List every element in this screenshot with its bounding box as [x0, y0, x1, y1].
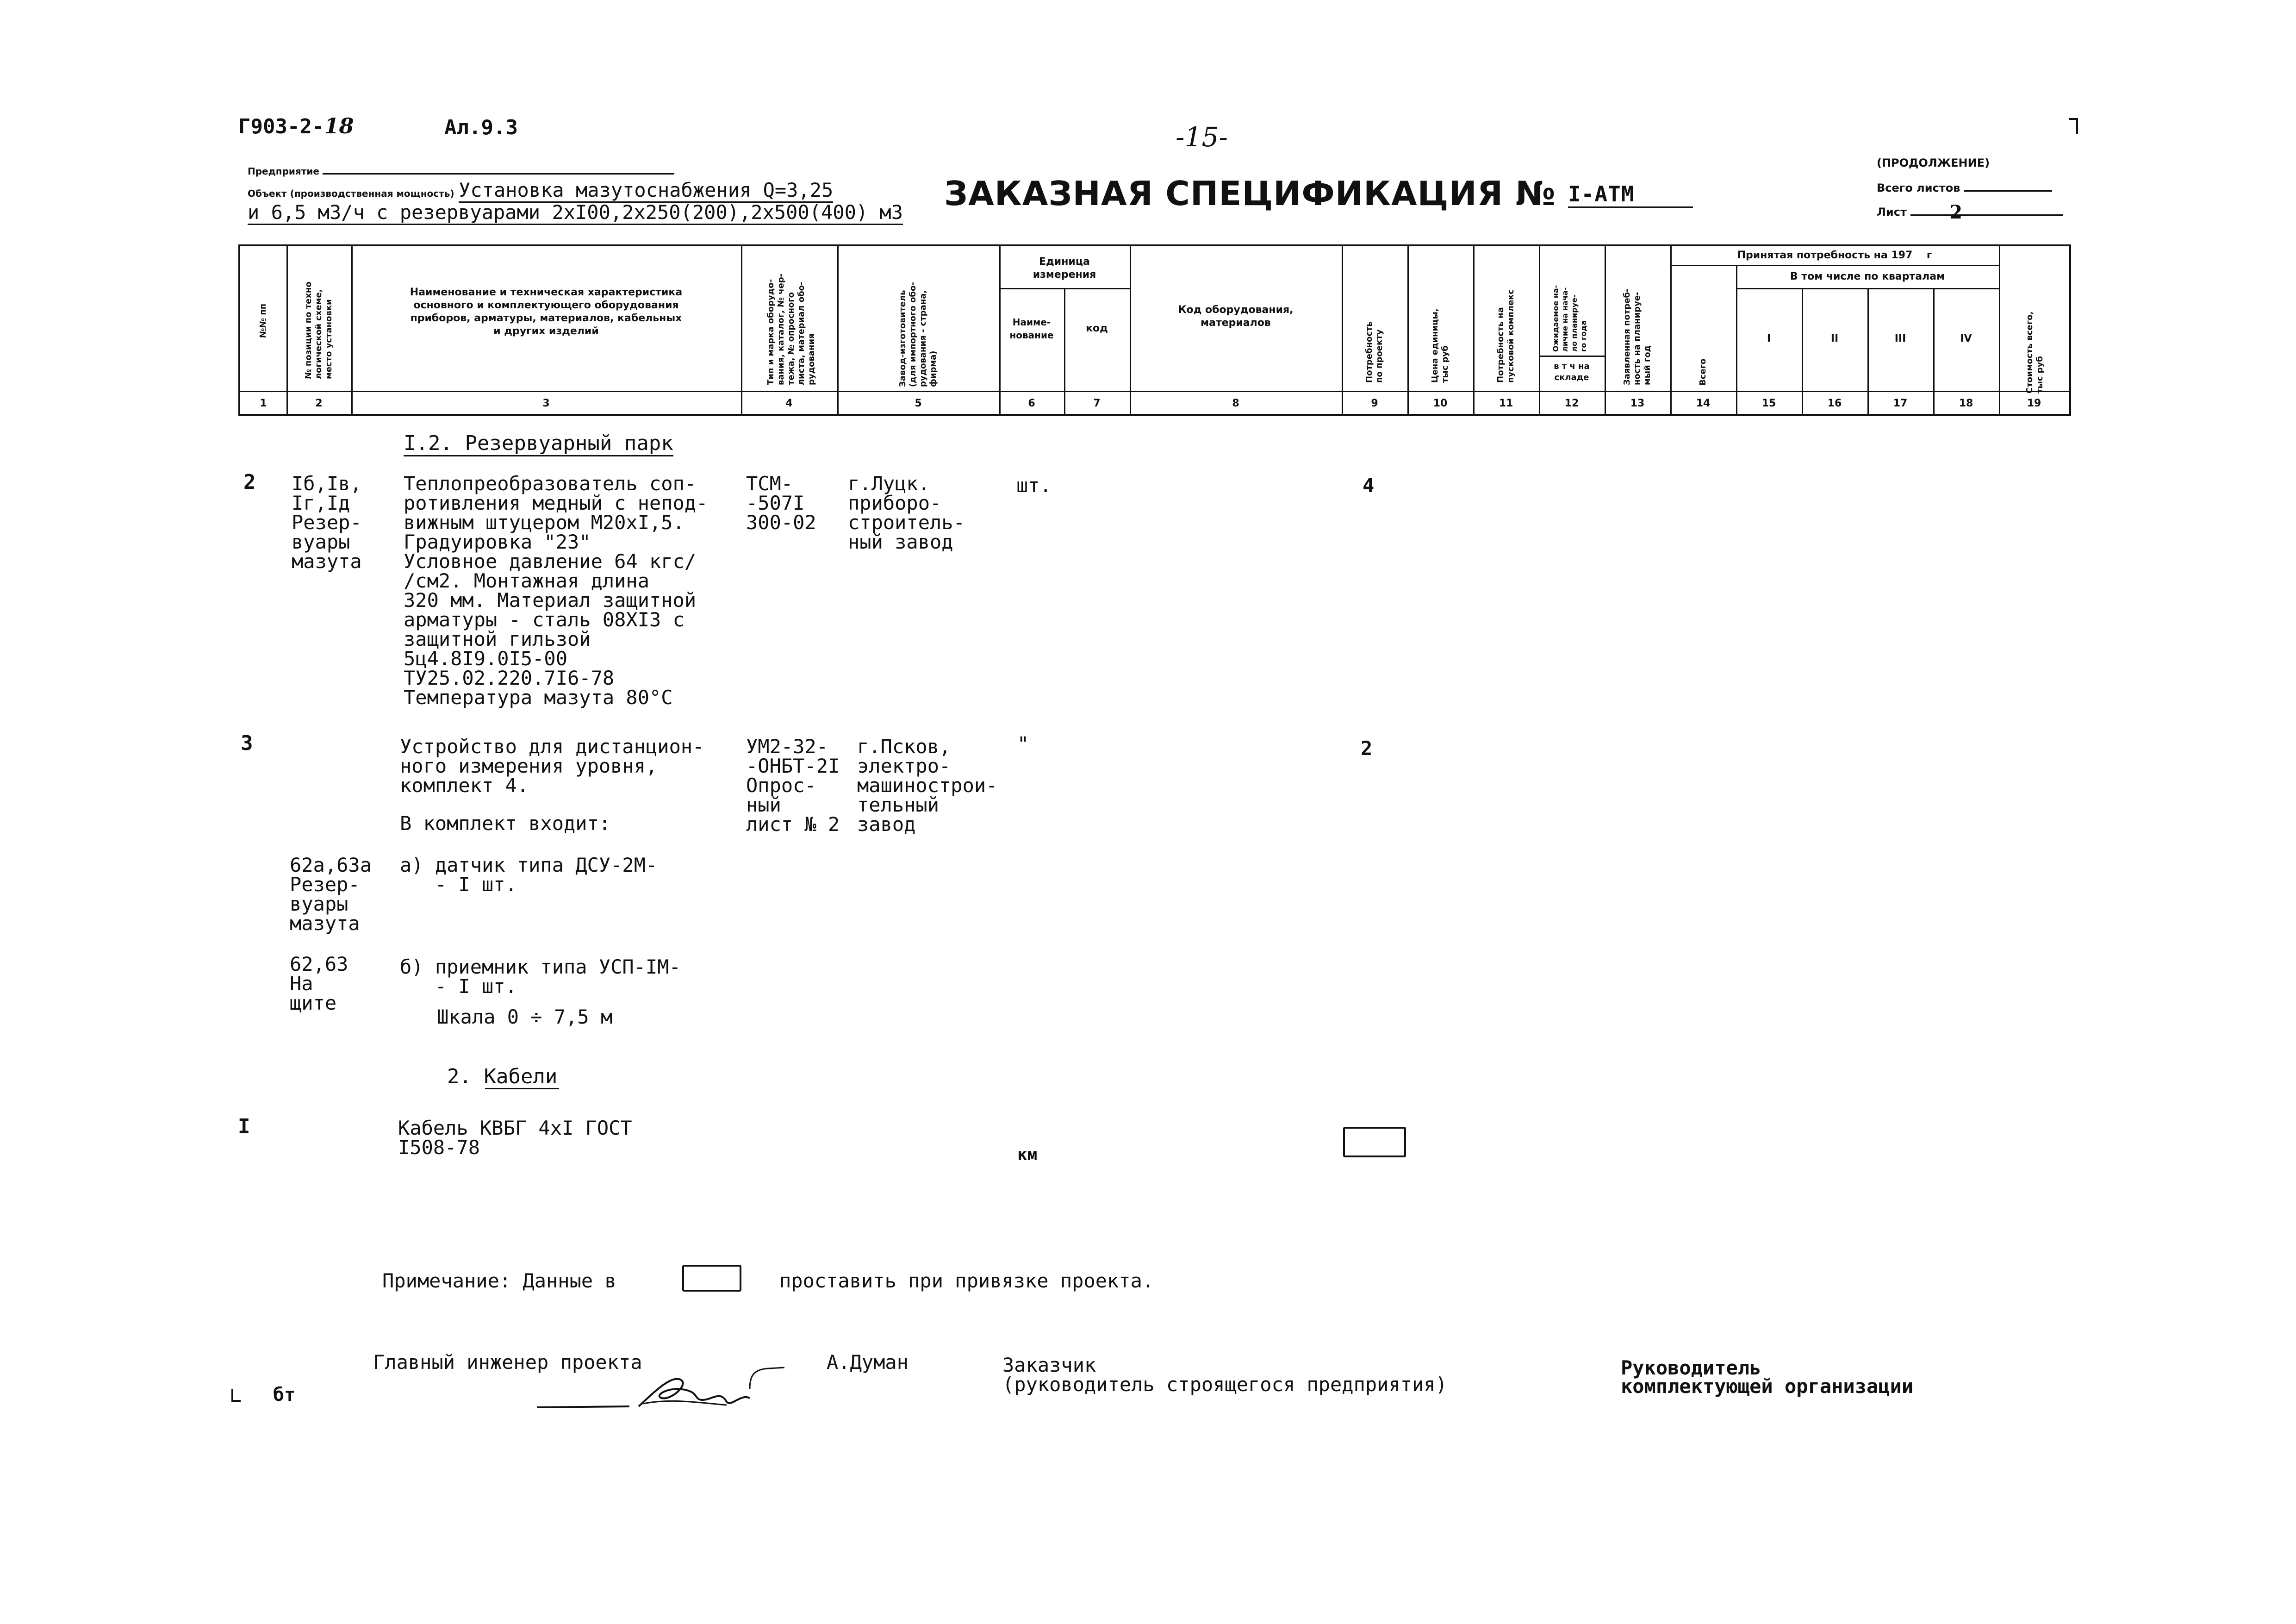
item-2-description: Теплопреобразователь соп- ротивления медный с непод- вижным штуцером М20хI,5. Градуировка "23" Условное давление 64 кгс/ /см2. Монтажная длина 320 мм. Материал защитной арматуры - сталь 08ХI3 с защитной гильзой 5ц4.8I9.0I5-00 ТУ25.02.220.7I6-78 Температура мазута 80°С [404, 472, 708, 709]
header-col-17: III [1894, 333, 1906, 344]
sheet-number [1877, 201, 2063, 223]
item-3a-description: а) датчик типа ДСУ-2М- - I шт. [400, 854, 658, 896]
document-title [944, 174, 1693, 213]
sheets-total-label: Всего листов [1877, 181, 1960, 194]
sheet-label: Лист [1877, 206, 1907, 219]
section-title-text: I.2. Резервуарный парк [404, 431, 673, 456]
header-col-9: Потребность по проекту [1364, 321, 1384, 383]
col-number: 15 [1761, 398, 1776, 409]
col-number: 1 [260, 398, 267, 409]
header-col-12-bottom: в т ч на складе [1554, 362, 1590, 382]
header-col-13: Заявленная потреб- ность на планируе- мый год [1622, 288, 1652, 385]
col-number: 14 [1696, 398, 1711, 409]
item-2-quantity: 4 [1363, 474, 1375, 497]
item-1-quantity-box [1343, 1127, 1406, 1157]
col-line [837, 246, 839, 414]
sheets-total [1877, 181, 2052, 194]
header-col-15: I [1767, 333, 1771, 344]
col-line [1539, 246, 1540, 414]
col-number: 6 [1028, 398, 1035, 409]
project-code [238, 113, 354, 138]
item-2-unit: шт. [1016, 474, 1052, 497]
col-line [1605, 246, 1606, 414]
corner-mark-top [2069, 118, 2078, 134]
document-title-text: ЗАКАЗНАЯ СПЕЦИФИКАЦИЯ № [944, 174, 1556, 213]
header-col-16: II [1830, 333, 1839, 344]
object-line-1 [248, 179, 833, 201]
item-3-unit: " [1017, 732, 1029, 755]
album-number: Ал.9.3 [444, 116, 518, 139]
item-3-number: 3 [241, 731, 253, 755]
col-line [286, 246, 288, 414]
col-number: 18 [1959, 398, 1973, 409]
customer-label: Заказчик [1002, 1354, 1096, 1376]
page-number: -15- [1176, 121, 1228, 153]
row-line [1736, 288, 1999, 289]
col-number: 10 [1433, 398, 1448, 409]
header-col-5: Завод-изготовитель (для импортного обо- рудования - страна, фирма) [898, 282, 938, 387]
col-number: 8 [1232, 398, 1239, 409]
header-col-2: № позиции по техно логической схеме, место установки [304, 281, 334, 379]
section-title-cables [447, 1065, 557, 1088]
header-col-4: Тип и марка оборудо- вания, каталог, № чер- тежа, № опросного листа, материал обо- рудования [766, 273, 816, 385]
project-code-hand: 18 [324, 113, 354, 138]
header-accepted-group: Принятая потребность на 197 г [1737, 250, 1932, 261]
sheet-line [1910, 201, 2063, 223]
item-3b-position: 62,63 На щите [290, 953, 348, 1014]
note-box [682, 1265, 741, 1292]
corner-mark-bottom [231, 1389, 241, 1402]
enterprise-label-text: Предприятие [248, 166, 319, 177]
item-1-unit: км [1017, 1145, 1038, 1164]
col-number: 11 [1499, 398, 1513, 409]
continuation-label: (ПРОДОЛЖЕНИЕ) [1877, 156, 1990, 169]
col-line [1130, 246, 1131, 414]
item-3-scale: Шкала 0 ÷ 7,5 м [437, 1006, 613, 1028]
item-2-position: Iб,Iв, Iг,Iд Резер- вуары мазута [292, 472, 362, 573]
customer-subtitle: (руководитель строящегося предприятия) [1002, 1373, 1447, 1396]
section-cables-underline [485, 1088, 559, 1089]
specification-table-header [238, 244, 2071, 416]
item-3-type: УМ2-32- -ОНБТ-2I Опрос- ный лист № 2 [746, 735, 840, 836]
item-3-manufacturer: г.Псков, электро- машинострои- тельный завод [857, 735, 998, 836]
enterprise-label [248, 166, 674, 177]
object-label: Объект (производственная мощность) [248, 188, 454, 199]
item-1-description: Кабель КВБГ 4хI ГОСТ I508-78 [398, 1117, 632, 1159]
chief-engineer-name: А.Думан [827, 1351, 909, 1374]
col-number: 5 [915, 398, 922, 409]
row-line [240, 391, 2069, 392]
col-line [1342, 246, 1343, 414]
col-line [1670, 246, 1672, 414]
col-line [1473, 246, 1475, 414]
item-1-number: I [238, 1115, 250, 1138]
item-2-manufacturer: г.Луцк. приборо- строитель- ный завод [848, 472, 965, 553]
row-line [1670, 265, 1999, 266]
col-number: 12 [1564, 398, 1579, 409]
corner-mark-text: бт [273, 1384, 296, 1405]
header-col-11: Потребность на пусковой комплекс [1496, 289, 1516, 383]
col-number: 7 [1093, 398, 1101, 409]
supplier-subtitle: комплектующей организации [1621, 1375, 1914, 1398]
col-number: 17 [1893, 398, 1908, 409]
item-3a-position: 62а,63а Резер- вуары мазута [290, 854, 372, 935]
header-col-7: код [1086, 323, 1108, 334]
item-3-includes: В комплект входит: [400, 812, 611, 835]
row-line [999, 288, 1130, 289]
header-col-3: Наименование и техническая характеристика основного и комплектующего оборудования приборов, арматуры, материалов, кабельных и других изделий [410, 287, 683, 337]
item-3b-description: б) приемник типа УСП-IМ- - I шт. [400, 956, 681, 998]
header-col-18: IV [1960, 333, 1972, 344]
item-3-description: Устройство для дистанцион- ного измерения уровня, комплект 4. [400, 735, 704, 797]
col-number: 19 [2027, 398, 2041, 409]
item-2-type: ТСМ- -507I 300-02 [746, 472, 816, 534]
col-number: 4 [785, 398, 793, 409]
object-description-1: Установка мазутоснабжения Q=3,25 [459, 179, 833, 203]
header-col-10: Цена единицы, тыс руб [1430, 308, 1450, 383]
col-line [1407, 246, 1409, 414]
object-description-2: и 6,5 м3/ч с резервуарами 2хI00,2х250(200),2х500(400) м3 [248, 201, 903, 225]
sheet-value: 2 [1949, 201, 1963, 223]
section-title-cables-text: 2. Кабели [447, 1065, 558, 1088]
col-number: 2 [315, 398, 323, 409]
col-number: 3 [542, 398, 550, 409]
header-col-19: Стоимость всего, тыс руб [2025, 311, 2045, 394]
header-col-1: №№ пп [258, 303, 268, 338]
header-quarters-group: В том числе по кварталам [1790, 271, 1945, 282]
enterprise-line [323, 173, 674, 175]
row-line [1539, 356, 1605, 357]
item-2-number: 2 [243, 470, 256, 494]
project-code-text: Г903-2- [238, 115, 324, 138]
note-suffix: проставить при привязке проекта. [779, 1269, 1154, 1292]
col-number: 13 [1630, 398, 1645, 409]
header-col-6: Наиме- нование [1009, 317, 1054, 341]
supplier-label: Руководитель [1621, 1356, 1761, 1379]
note-prefix: Примечание: Данные в [382, 1269, 616, 1292]
document-number: I-АТМ [1568, 181, 1693, 208]
col-line [741, 246, 742, 414]
header-col-8: Код оборудования, материалов [1178, 304, 1294, 329]
item-3-quantity: 2 [1361, 737, 1373, 760]
section-title-reservoir-park [404, 431, 673, 455]
sheets-total-line [1964, 190, 2052, 192]
chief-engineer-label: Главный инженер проекта [373, 1351, 642, 1374]
col-number: 9 [1371, 398, 1378, 409]
header-col-14: Всего [1698, 358, 1708, 386]
col-number: 16 [1827, 398, 1842, 409]
header-col-12-top: Ожидаемое на- личие на нача- ло планируе- го года [1551, 285, 1588, 352]
header-unit-group: Единица измерения [1033, 256, 1096, 281]
chief-engineer-signature [532, 1347, 791, 1417]
col-line [1999, 246, 2000, 414]
